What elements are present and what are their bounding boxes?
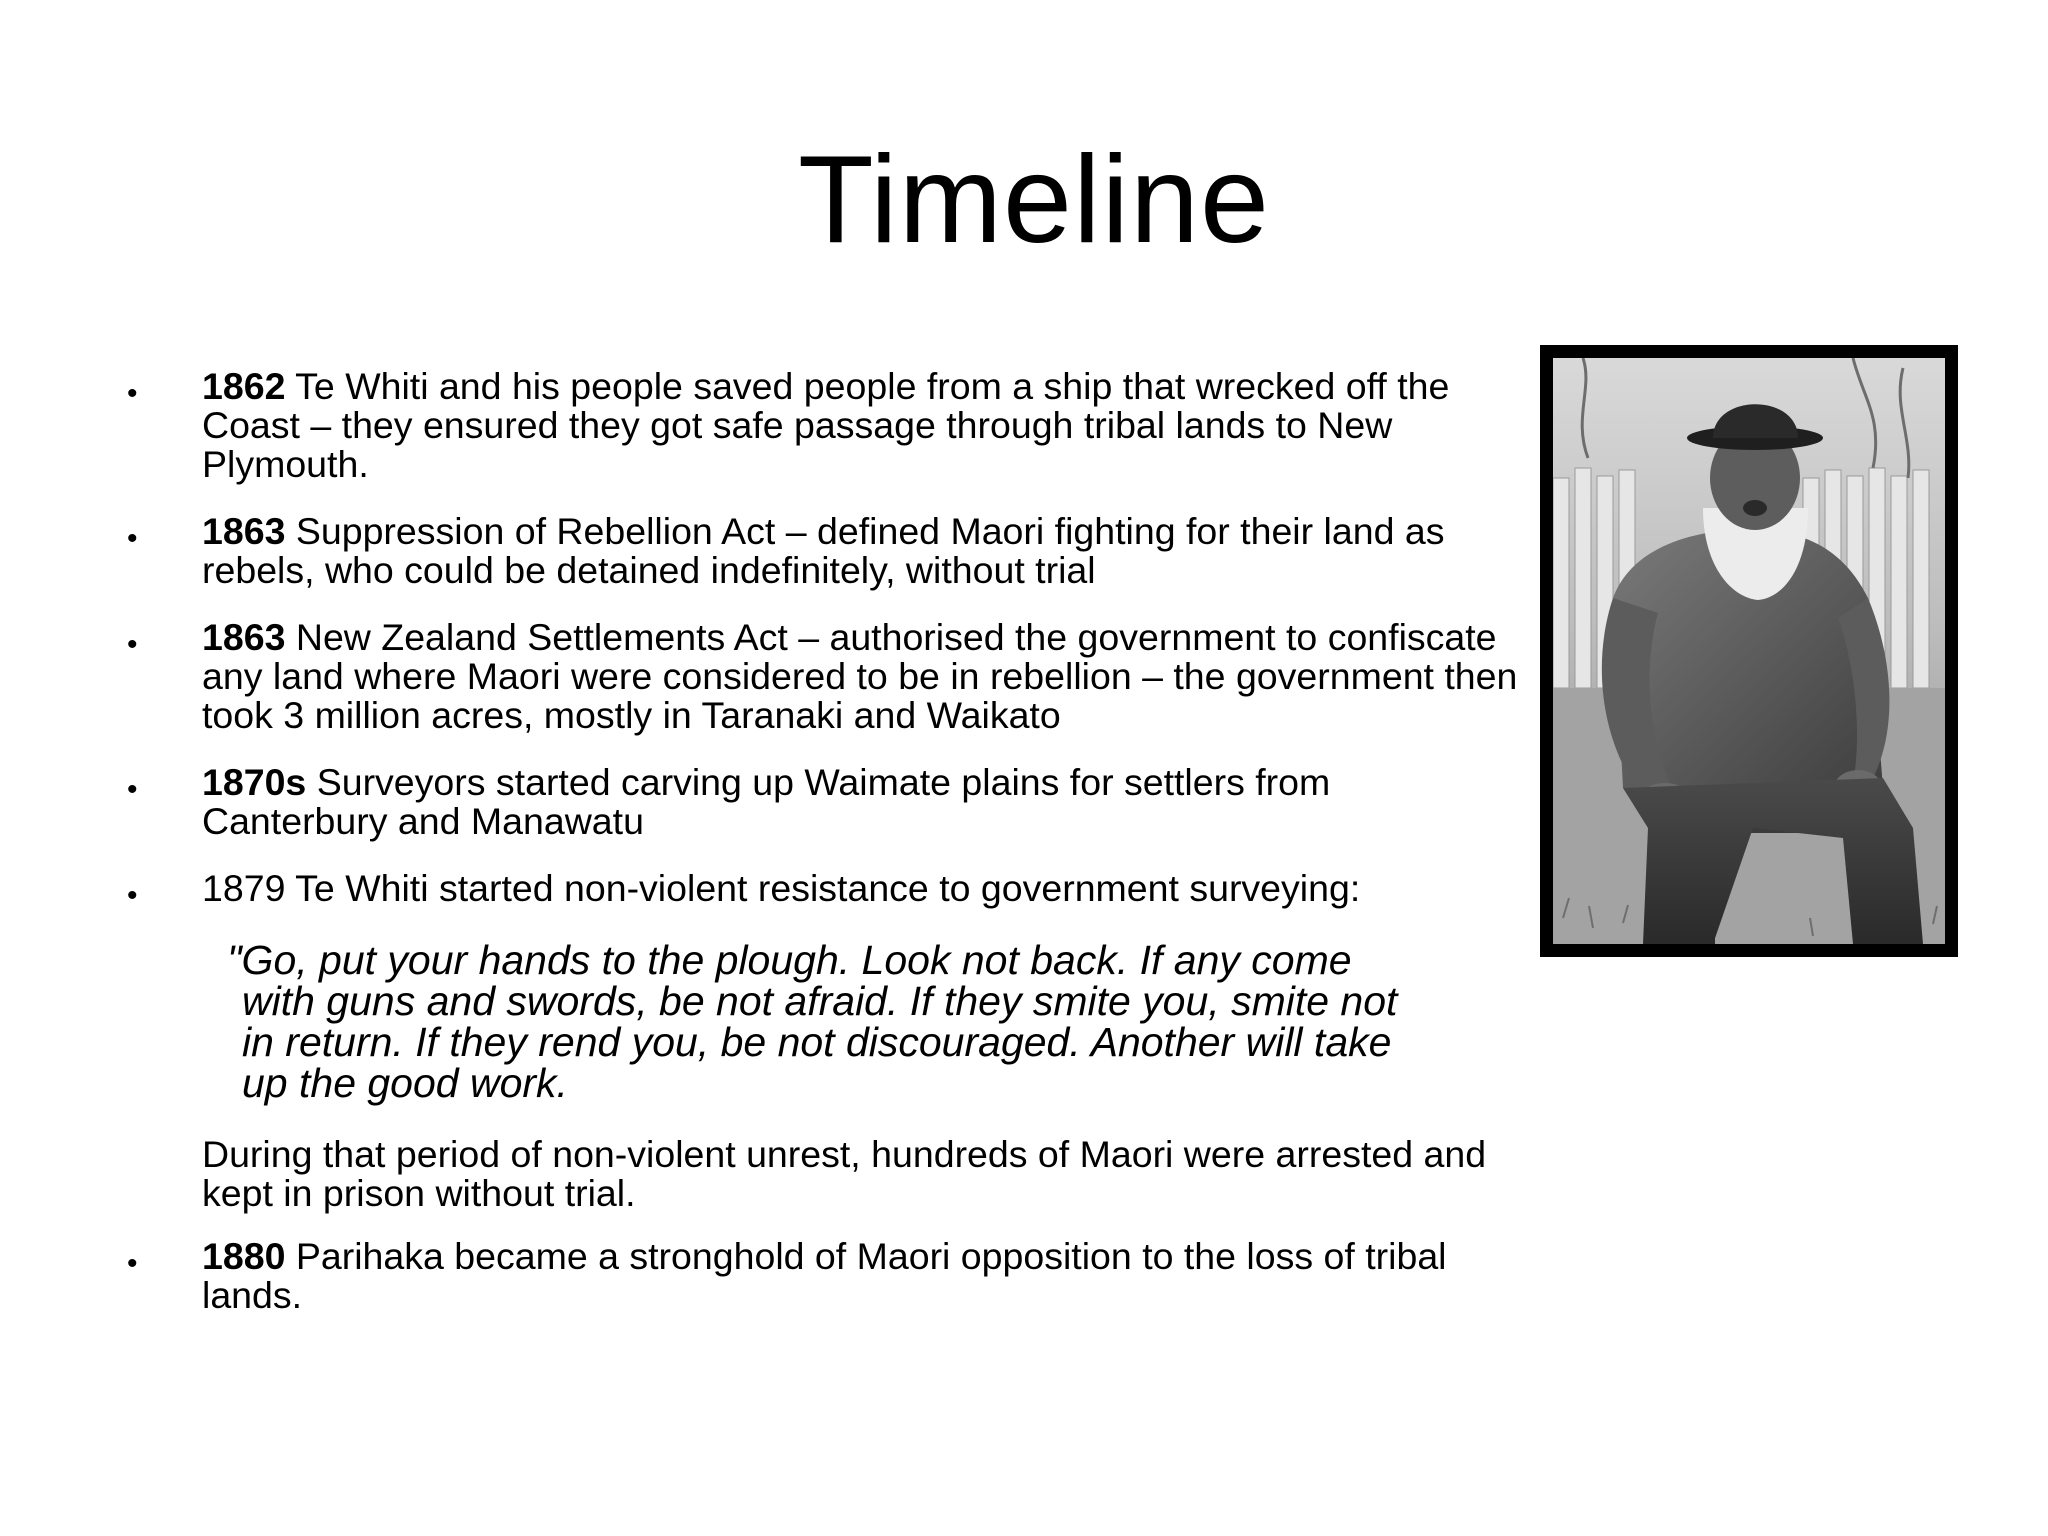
timeline-item-1870s	[202, 763, 1522, 841]
portrait-photo-frame	[1540, 345, 1958, 957]
timeline-year: 1870s	[202, 761, 307, 803]
bullet-icon: •	[127, 377, 138, 410]
quote-line: up the good work.	[242, 1060, 568, 1106]
timeline-year: 1880	[202, 1235, 286, 1277]
bullet-icon: •	[127, 773, 138, 806]
bullet-icon: •	[127, 522, 138, 555]
timeline-item-1879	[202, 869, 1522, 908]
timeline-text: Suppression of Rebellion Act – defined Maori fighting for their land as rebels, who could be detained indefinitely, without trial	[202, 510, 1445, 591]
quote-line: with guns and swords, be not afraid. If they smite you, smite not	[242, 978, 1398, 1024]
timeline-item-1862	[202, 367, 1522, 484]
timeline-year: 1862	[202, 365, 286, 407]
bullet-icon: •	[127, 628, 138, 661]
timeline-year: 1863	[202, 510, 286, 552]
quote-line: "Go, put your hands to the plough. Look not back. If any come	[227, 937, 1352, 983]
timeline-item-1880	[202, 1237, 1522, 1315]
timeline-item-1863-settlements	[202, 618, 1522, 735]
quote-line: in return. If they rend you, be not discouraged. Another will take	[242, 1019, 1392, 1065]
timeline-text: Surveyors started carving up Waimate plains for settlers from Canterbury and Manawatu	[202, 761, 1331, 842]
unrest-note: During that period of non-violent unrest, hundreds of Maori were arrested and kept in prison without trial.	[202, 1133, 1487, 1214]
bullet-icon: •	[127, 879, 138, 912]
timeline-text: New Zealand Settlements Act – authorised the government to confiscate any land where Maori were considered to be in rebellion – the government then took 3 million acres, mostly in Taranaki and Waikato	[202, 616, 1518, 736]
timeline-text: Te Whiti and his people saved people from a ship that wrecked off the Coast – they ensured they got safe passage through tribal lands to New Plymouth.	[202, 365, 1450, 485]
timeline-text: Parihaka became a stronghold of Maori opposition to the loss of tribal lands.	[202, 1235, 1447, 1316]
timeline-text: 1879 Te Whiti started non-violent resistance to government surveying:	[202, 867, 1361, 909]
portrait-photo-icon	[1553, 358, 1945, 944]
timeline-year: 1863	[202, 616, 286, 658]
slide-title: Timeline	[798, 131, 1270, 269]
bullet-icon: •	[127, 1247, 138, 1280]
timeline-item-1863-suppression	[202, 512, 1522, 590]
te-whiti-quote	[227, 937, 1527, 1106]
